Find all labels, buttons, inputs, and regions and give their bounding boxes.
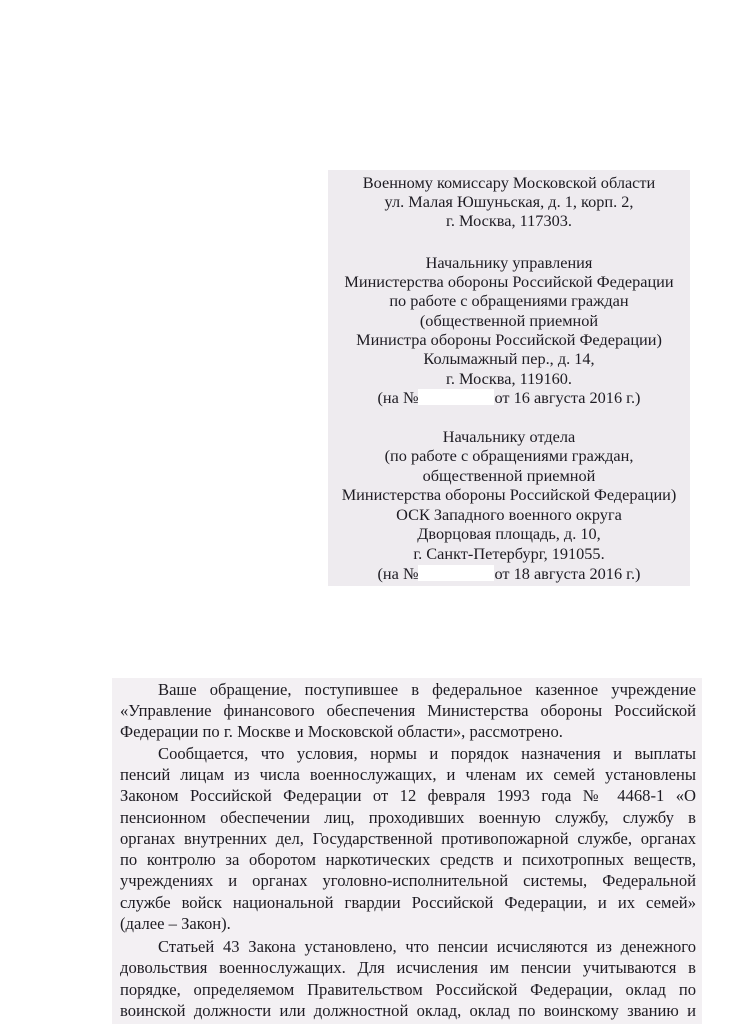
body-line: по контролю за оборотом наркотических средств и психотропных веществ,: [120, 850, 696, 869]
address-line: общественной приемной: [422, 466, 596, 485]
address-line: Начальнику отдела: [442, 427, 576, 446]
body-line: пенсионном обеспечении лиц, проходивших военную службу, службу в: [120, 808, 696, 827]
address-line: (общественной приемной: [419, 311, 599, 330]
address-line: г. Санкт-Петербург, 191055.: [413, 544, 605, 563]
redaction: [418, 389, 494, 405]
body-line: довольствия военнослужащих. Для исчисления им пенсии учитываются в: [120, 958, 696, 977]
address-line: Министра обороны Российской Федерации): [356, 330, 662, 349]
address-line: ул. Малая Юшуньская, д. 1, корп. 2,: [384, 192, 634, 211]
reference-prefix: (на №: [377, 388, 419, 407]
address-line: г. Москва, 117303.: [446, 211, 572, 230]
reference-prefix: (на №: [377, 564, 419, 583]
address-line: Министерства обороны Российской Федерации): [341, 485, 677, 504]
body-line: Законом Российской Федерации от 12 февраля 1993 года № 4468-1 «О: [120, 786, 696, 805]
body-line: пенсий лицам из числа военнослужащих, и членам их семей установлены: [120, 765, 696, 784]
address-line: по работе с обращениями граждан: [389, 291, 629, 310]
address-line: г. Москва, 119160.: [446, 369, 572, 388]
body-line: (далее – Закон).: [120, 914, 231, 933]
address-line: (по работе с обращениями граждан,: [384, 446, 634, 465]
body-line: службе войск национальной гвардии Российской Федерации, и их семей»: [120, 893, 696, 912]
letter-body: [112, 678, 702, 1024]
address-block: [328, 170, 690, 586]
reference-date: от 16 августа 2016 г.): [494, 388, 641, 407]
body-line: Сообщается, что условия, нормы и порядок назначения и выплаты: [158, 744, 696, 763]
address-line: Военному комиссару Московской области: [362, 173, 656, 192]
reference-line: [328, 564, 690, 583]
address-line: Колымажный пер., д. 14,: [423, 349, 595, 368]
redaction: [418, 565, 494, 581]
address-line: ОСК Западного военного округа: [396, 505, 622, 524]
address-line: Дворцовая площадь, д. 10,: [417, 524, 601, 543]
body-line: Статьей 43 Закона установлено, что пенсии исчисляются из денежного: [158, 937, 696, 956]
body-line: Федерации по г. Москве и Московской области», рассмотрено.: [120, 722, 563, 741]
reference-date: от 18 августа 2016 г.): [494, 564, 641, 583]
body-line: Ваше обращение, поступившее в федеральное казенное учреждение: [158, 680, 696, 699]
body-line: учреждениях и органах уголовно-исполнительной системы, Федеральной: [120, 871, 696, 890]
body-line: воинской должности или должностной оклад, оклад по воинскому званию и: [120, 1001, 696, 1020]
body-line: органах внутренних дел, Государственной противопожарной службе, органах: [120, 829, 696, 848]
body-line: порядке, определяемом Правительством Российской Федерации, оклад по: [120, 980, 696, 999]
reference-line: [328, 388, 690, 407]
address-line: Начальнику управления: [425, 253, 593, 272]
address-line: Министерства обороны Российской Федерации: [344, 272, 674, 291]
body-line: «Управление финансового обеспечения Министерства обороны Российской: [120, 701, 696, 720]
